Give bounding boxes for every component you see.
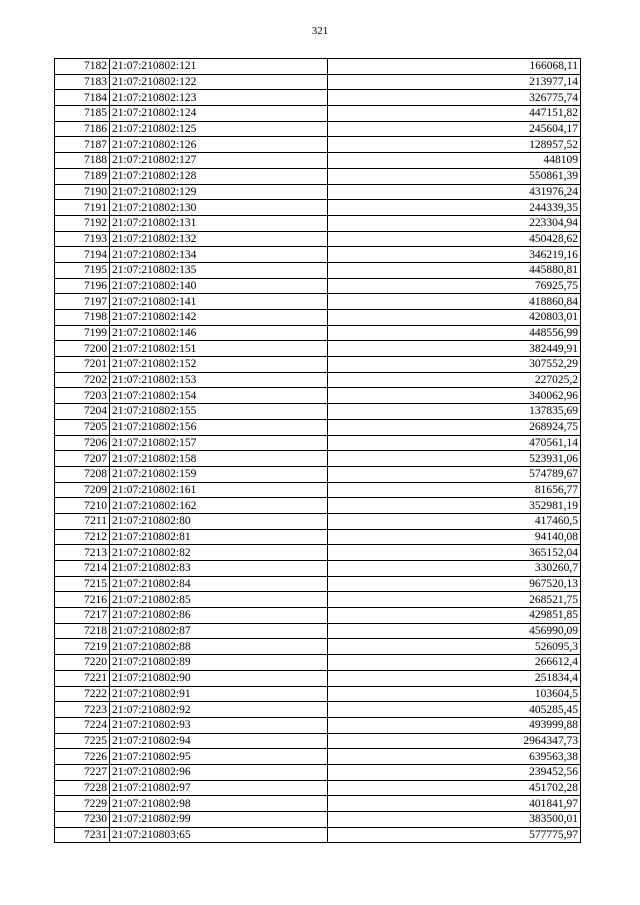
cadastral-number: 21:07:210802:87 xyxy=(110,623,328,639)
cadastral-value: 967520,13 xyxy=(328,576,581,592)
cadastral-number: 21:07:210802:125 xyxy=(110,121,328,137)
table-row xyxy=(55,749,581,765)
cadastral-number: 21:07:210802:91 xyxy=(110,686,328,702)
cadastral-number: 21:07:210802:157 xyxy=(110,435,328,451)
row-number: 7220 xyxy=(55,655,110,671)
cadastral-number: 21:07:210802:135 xyxy=(110,262,328,278)
table-row xyxy=(55,592,581,608)
row-number: 7203 xyxy=(55,388,110,404)
cadastral-value: 451702,28 xyxy=(328,780,581,796)
table-row xyxy=(55,278,581,294)
cadastral-value: 450428,62 xyxy=(328,231,581,247)
cadastral-value: 245604,17 xyxy=(328,121,581,137)
cadastral-number: 21:07:210802:162 xyxy=(110,498,328,514)
cadastral-value: 383500,01 xyxy=(328,812,581,828)
cadastral-value: 128957,52 xyxy=(328,137,581,153)
table-row xyxy=(55,262,581,278)
table-row xyxy=(55,608,581,624)
table-row xyxy=(55,702,581,718)
row-number: 7217 xyxy=(55,608,110,624)
table-row xyxy=(55,215,581,231)
cadastral-number: 21:07:210802:90 xyxy=(110,670,328,686)
cadastral-number: 21:07:210802:156 xyxy=(110,419,328,435)
table-row xyxy=(55,74,581,90)
row-number: 7219 xyxy=(55,639,110,655)
cadastral-value: 447151,82 xyxy=(328,106,581,122)
cadastral-number: 21:07:210802:85 xyxy=(110,592,328,608)
row-number: 7207 xyxy=(55,451,110,467)
cadastral-value: 448556,99 xyxy=(328,325,581,341)
cadastral-value: 213977,14 xyxy=(328,74,581,90)
cadastral-value: 227025,2 xyxy=(328,372,581,388)
cadastral-value: 405285,45 xyxy=(328,702,581,718)
registry-table-body xyxy=(55,59,581,843)
cadastral-value: 523931,06 xyxy=(328,451,581,467)
table-row xyxy=(55,90,581,106)
table-row xyxy=(55,388,581,404)
cadastral-number: 21:07:210802:95 xyxy=(110,749,328,765)
cadastral-value: 431976,24 xyxy=(328,184,581,200)
cadastral-number: 21:07:210802:141 xyxy=(110,294,328,310)
table-row xyxy=(55,419,581,435)
table-row xyxy=(55,466,581,482)
cadastral-value: 470561,14 xyxy=(328,435,581,451)
row-number: 7209 xyxy=(55,482,110,498)
cadastral-value: 251834,4 xyxy=(328,670,581,686)
cadastral-number: 21:07:210802:158 xyxy=(110,451,328,467)
row-number: 7216 xyxy=(55,592,110,608)
cadastral-value: 456990,09 xyxy=(328,623,581,639)
table-row xyxy=(55,764,581,780)
cadastral-number: 21:07:210802:154 xyxy=(110,388,328,404)
cadastral-value: 307552,29 xyxy=(328,357,581,373)
cadastral-value: 574789,67 xyxy=(328,466,581,482)
cadastral-number: 21:07:210802:88 xyxy=(110,639,328,655)
table-row xyxy=(55,780,581,796)
table-row xyxy=(55,200,581,216)
cadastral-value: 94140,08 xyxy=(328,529,581,545)
cadastral-value: 137835,69 xyxy=(328,404,581,420)
row-number: 7196 xyxy=(55,278,110,294)
table-row xyxy=(55,247,581,263)
cadastral-value: 382449,91 xyxy=(328,341,581,357)
table-row xyxy=(55,827,581,843)
row-number: 7208 xyxy=(55,466,110,482)
cadastral-number: 21:07:210802:82 xyxy=(110,545,328,561)
cadastral-number: 21:07:210802:155 xyxy=(110,404,328,420)
cadastral-number: 21:07:210802:134 xyxy=(110,247,328,263)
row-number: 7198 xyxy=(55,310,110,326)
cadastral-number: 21:07:210802:98 xyxy=(110,796,328,812)
cadastral-number: 21:07:210802:89 xyxy=(110,655,328,671)
row-number: 7190 xyxy=(55,184,110,200)
row-number: 7215 xyxy=(55,576,110,592)
cadastral-number: 21:07:210802:151 xyxy=(110,341,328,357)
row-number: 7184 xyxy=(55,90,110,106)
row-number: 7193 xyxy=(55,231,110,247)
cadastral-value: 268924,75 xyxy=(328,419,581,435)
table-row xyxy=(55,106,581,122)
registry-table xyxy=(54,58,581,843)
page-number: 321 xyxy=(311,25,329,37)
row-number: 7192 xyxy=(55,215,110,231)
row-number: 7201 xyxy=(55,357,110,373)
row-number: 7222 xyxy=(55,686,110,702)
table-row xyxy=(55,121,581,137)
cadastral-value: 401841,97 xyxy=(328,796,581,812)
cadastral-value: 326775,74 xyxy=(328,90,581,106)
cadastral-number: 21:07:210803:65 xyxy=(110,827,328,843)
cadastral-number: 21:07:210802:84 xyxy=(110,576,328,592)
cadastral-value: 330260,7 xyxy=(328,561,581,577)
table-row xyxy=(55,404,581,420)
table-row xyxy=(55,717,581,733)
row-number: 7231 xyxy=(55,827,110,843)
cadastral-value: 268521,75 xyxy=(328,592,581,608)
cadastral-value: 577775,97 xyxy=(328,827,581,843)
table-row xyxy=(55,137,581,153)
table-row xyxy=(55,153,581,169)
table-row xyxy=(55,294,581,310)
cadastral-value: 550861,39 xyxy=(328,168,581,184)
table-row xyxy=(55,529,581,545)
table-row xyxy=(55,513,581,529)
cadastral-number: 21:07:210802:123 xyxy=(110,90,328,106)
table-row xyxy=(55,796,581,812)
table-row xyxy=(55,812,581,828)
cadastral-value: 266612,4 xyxy=(328,655,581,671)
row-number: 7218 xyxy=(55,623,110,639)
table-row xyxy=(55,639,581,655)
row-number: 7194 xyxy=(55,247,110,263)
row-number: 7213 xyxy=(55,545,110,561)
table-row xyxy=(55,184,581,200)
cadastral-number: 21:07:210802:142 xyxy=(110,310,328,326)
cadastral-value: 526095,3 xyxy=(328,639,581,655)
row-number: 7195 xyxy=(55,262,110,278)
row-number: 7212 xyxy=(55,529,110,545)
cadastral-number: 21:07:210802:86 xyxy=(110,608,328,624)
row-number: 7229 xyxy=(55,796,110,812)
row-number: 7211 xyxy=(55,513,110,529)
cadastral-value: 81656,77 xyxy=(328,482,581,498)
table-row xyxy=(55,670,581,686)
row-number: 7185 xyxy=(55,106,110,122)
cadastral-value: 223304,94 xyxy=(328,215,581,231)
table-row xyxy=(55,168,581,184)
cadastral-number: 21:07:210802:96 xyxy=(110,764,328,780)
row-number: 7187 xyxy=(55,137,110,153)
table-row xyxy=(55,231,581,247)
cadastral-value: 244339,35 xyxy=(328,200,581,216)
cadastral-value: 417460,5 xyxy=(328,513,581,529)
row-number: 7199 xyxy=(55,325,110,341)
row-number: 7210 xyxy=(55,498,110,514)
row-number: 7228 xyxy=(55,780,110,796)
table-row xyxy=(55,686,581,702)
cadastral-number: 21:07:210802:92 xyxy=(110,702,328,718)
table-row xyxy=(55,482,581,498)
row-number: 7183 xyxy=(55,74,110,90)
row-number: 7224 xyxy=(55,717,110,733)
row-number: 7182 xyxy=(55,59,110,75)
cadastral-value: 346219,16 xyxy=(328,247,581,263)
cadastral-value: 340062,96 xyxy=(328,388,581,404)
table-row xyxy=(55,733,581,749)
row-number: 7186 xyxy=(55,121,110,137)
row-number: 7189 xyxy=(55,168,110,184)
cadastral-value: 2964347,73 xyxy=(328,733,581,749)
row-number: 7188 xyxy=(55,153,110,169)
row-number: 7223 xyxy=(55,702,110,718)
table-row xyxy=(55,561,581,577)
table-row xyxy=(55,325,581,341)
cadastral-number: 21:07:210802:97 xyxy=(110,780,328,796)
row-number: 7225 xyxy=(55,733,110,749)
table-row xyxy=(55,451,581,467)
cadastral-value: 639563,38 xyxy=(328,749,581,765)
cadastral-value: 445880,81 xyxy=(328,262,581,278)
table-row xyxy=(55,341,581,357)
table-row xyxy=(55,498,581,514)
row-number: 7226 xyxy=(55,749,110,765)
cadastral-number: 21:07:210802:81 xyxy=(110,529,328,545)
cadastral-number: 21:07:210802:130 xyxy=(110,200,328,216)
row-number: 7200 xyxy=(55,341,110,357)
row-number: 7206 xyxy=(55,435,110,451)
row-number: 7205 xyxy=(55,419,110,435)
cadastral-number: 21:07:210802:122 xyxy=(110,74,328,90)
cadastral-number: 21:07:210802:80 xyxy=(110,513,328,529)
row-number: 7202 xyxy=(55,372,110,388)
cadastral-number: 21:07:210802:124 xyxy=(110,106,328,122)
table-row xyxy=(55,59,581,75)
cadastral-value: 103604,5 xyxy=(328,686,581,702)
row-number: 7204 xyxy=(55,404,110,420)
cadastral-value: 166068,11 xyxy=(328,59,581,75)
table-row xyxy=(55,545,581,561)
table-row xyxy=(55,357,581,373)
cadastral-value: 76925,75 xyxy=(328,278,581,294)
cadastral-number: 21:07:210802:127 xyxy=(110,153,328,169)
cadastral-number: 21:07:210802:132 xyxy=(110,231,328,247)
cadastral-value: 493999,88 xyxy=(328,717,581,733)
row-number: 7214 xyxy=(55,561,110,577)
table-row xyxy=(55,576,581,592)
cadastral-value: 352981,19 xyxy=(328,498,581,514)
cadastral-number: 21:07:210802:94 xyxy=(110,733,328,749)
cadastral-number: 21:07:210802:152 xyxy=(110,357,328,373)
cadastral-value: 420803,01 xyxy=(328,310,581,326)
cadastral-value: 418860,84 xyxy=(328,294,581,310)
cadastral-number: 21:07:210802:129 xyxy=(110,184,328,200)
table-row xyxy=(55,372,581,388)
cadastral-value: 239452,56 xyxy=(328,764,581,780)
row-number: 7191 xyxy=(55,200,110,216)
cadastral-number: 21:07:210802:128 xyxy=(110,168,328,184)
row-number: 7197 xyxy=(55,294,110,310)
cadastral-number: 21:07:210802:126 xyxy=(110,137,328,153)
cadastral-value: 429851,85 xyxy=(328,608,581,624)
cadastral-number: 21:07:210802:153 xyxy=(110,372,328,388)
cadastral-number: 21:07:210802:140 xyxy=(110,278,328,294)
cadastral-number: 21:07:210802:83 xyxy=(110,561,328,577)
cadastral-number: 21:07:210802:159 xyxy=(110,466,328,482)
row-number: 7221 xyxy=(55,670,110,686)
table-row xyxy=(55,623,581,639)
table-row xyxy=(55,310,581,326)
cadastral-number: 21:07:210802:131 xyxy=(110,215,328,231)
cadastral-number: 21:07:210802:121 xyxy=(110,59,328,75)
cadastral-number: 21:07:210802:93 xyxy=(110,717,328,733)
row-number: 7227 xyxy=(55,764,110,780)
cadastral-number: 21:07:210802:146 xyxy=(110,325,328,341)
table-row xyxy=(55,655,581,671)
table-row xyxy=(55,435,581,451)
cadastral-number: 21:07:210802:99 xyxy=(110,812,328,828)
cadastral-number: 21:07:210802:161 xyxy=(110,482,328,498)
row-number: 7230 xyxy=(55,812,110,828)
cadastral-value: 365152,04 xyxy=(328,545,581,561)
cadastral-value: 448109 xyxy=(328,153,581,169)
